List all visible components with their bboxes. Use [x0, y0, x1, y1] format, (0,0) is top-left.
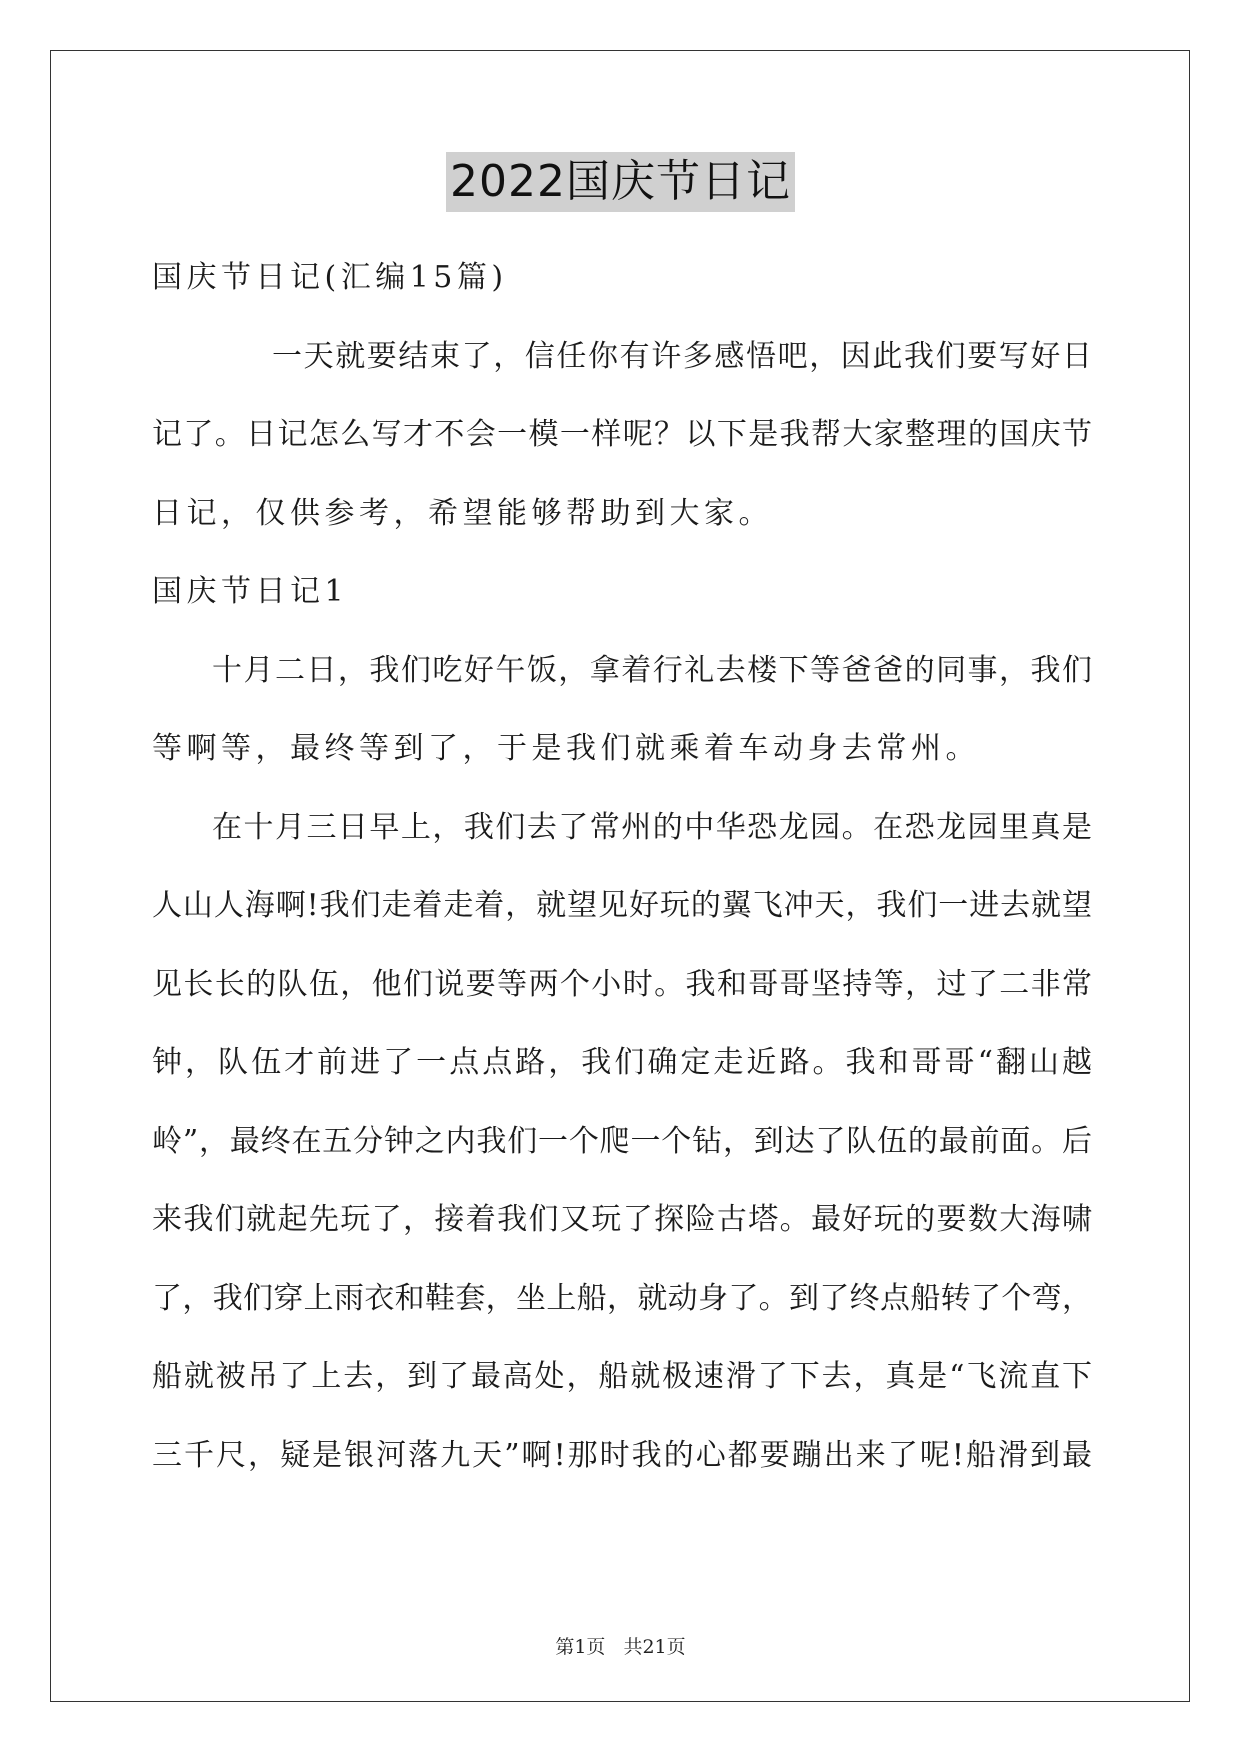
text-line: 见长长的队伍，他们说要等两个小时。我和哥哥坚持等，过了二非常: [152, 966, 1092, 1002]
text-line: 等啊等，最终等到了，于是我们就乘着车动身去常州。: [152, 731, 980, 766]
text-line: 在十月三日早上，我们去了常州的中华恐龙园。在恐龙园里真是: [212, 809, 1092, 845]
text-line: 了，我们穿上雨衣和鞋套，坐上船，就动身了。到了终点船转了个弯，: [152, 1280, 1092, 1316]
document-title: 2022国庆节日记: [446, 152, 795, 212]
text-line: 国庆节日记1: [152, 574, 349, 609]
text-line: 来我们就起先玩了，接着我们又玩了探险古塔。最好玩的要数大海啸: [152, 1202, 1092, 1237]
document-body: [152, 258, 1092, 1514]
text-line: 人山人海啊!我们走着走着，就望见好玩的翼飞冲天，我们一进去就望: [152, 888, 1092, 923]
page-number: 第1页: [555, 1636, 606, 1658]
text-line: 岭”，最终在五分钟之内我们一个爬一个钻，到达了队伍的最前面。后: [152, 1123, 1092, 1159]
text-line: 十月二日，我们吃好午饭，拿着行礼去楼下等爸爸的同事，我们: [212, 652, 1092, 688]
text-line: 一天就要结束了，信任你有许多感悟吧，因此我们要写好日: [272, 338, 1092, 374]
text-line: 船就被吊了上去，到了最高处，船就极速滑了下去，真是“飞流直下: [152, 1359, 1092, 1394]
text-line: 记了。日记怎么写才不会一模一样呢？以下是我帮大家整理的国庆节: [152, 417, 1092, 452]
text-line: 三千尺，疑是银河落九天”啊!那时我的心都要蹦出来了呢!船滑到最: [152, 1437, 1092, 1473]
page-total: 共21页: [623, 1636, 686, 1658]
text-line: 日记，仅供参考，希望能够帮助到大家。: [152, 495, 773, 531]
page-footer: [0, 1632, 1241, 1659]
title-container: [0, 152, 1241, 212]
text-line: 国庆节日记(汇编15篇): [152, 260, 508, 295]
text-line: 钟，队伍才前进了一点点路，我们确定走近路。我和哥哥“翻山越: [152, 1045, 1092, 1080]
